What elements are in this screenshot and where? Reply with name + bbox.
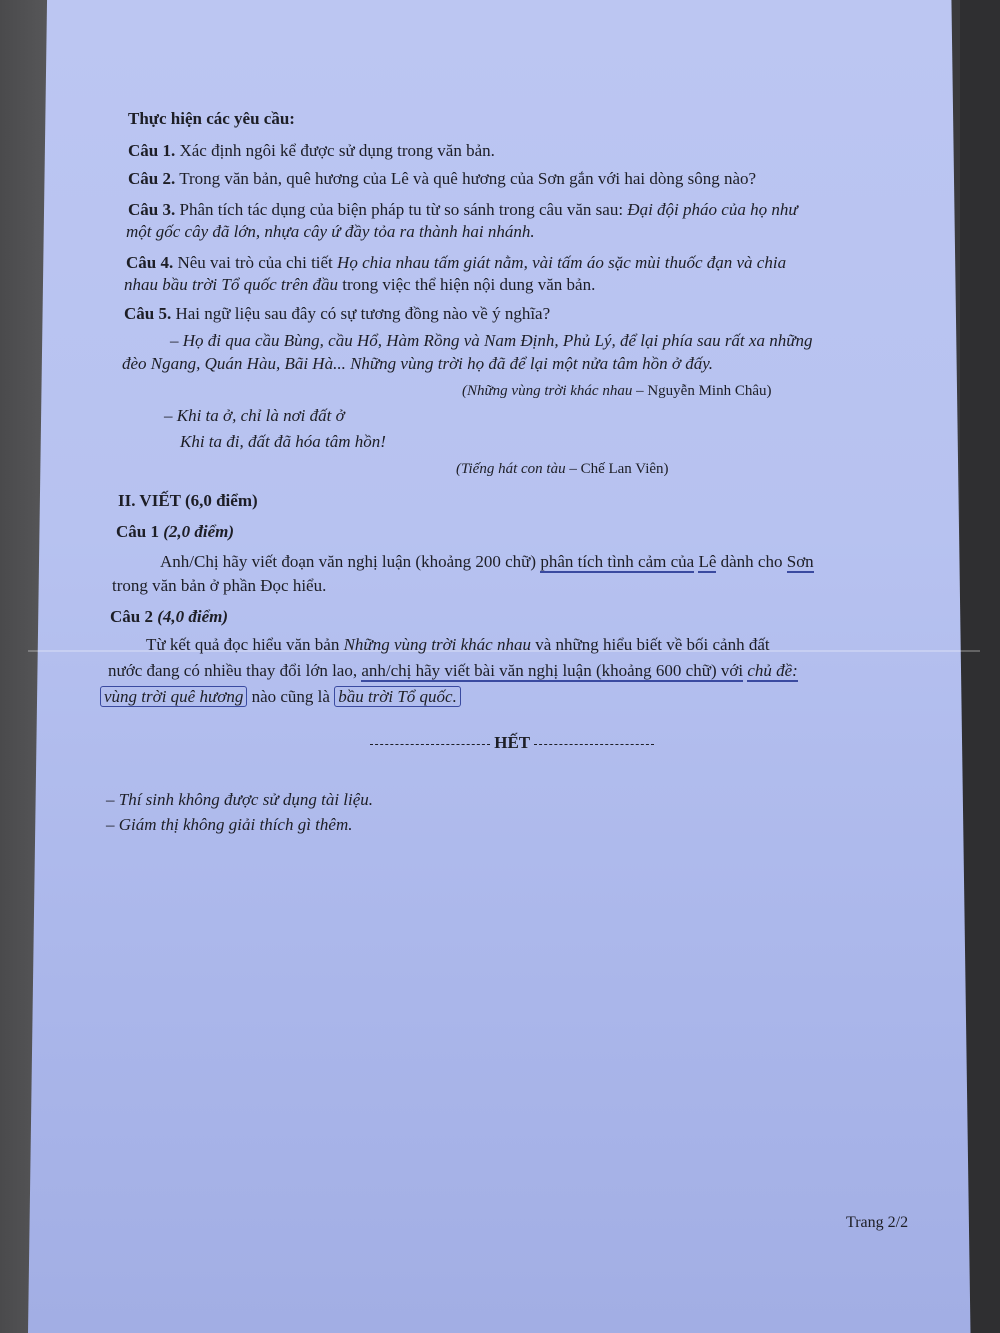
underlined-phrase: phân tích tình cảm của — [540, 552, 695, 571]
question-label: Câu 2. — [128, 169, 176, 188]
excerpt-1-line-1: – Họ đi qua cầu Bùng, cầu Hổ, Hàm Rồng và Nam Định, Phủ Lý, để lại phía sau rất xa những — [170, 331, 813, 350]
writing-question-2-line-3 — [100, 686, 461, 708]
end-mark-text: HẾT — [494, 733, 530, 752]
question-text: và những hiểu biết về bối cảnh đất — [535, 635, 770, 654]
question-text: dành cho — [720, 552, 783, 571]
question-label: Câu 3. — [128, 200, 176, 219]
question-label: Câu 2 — [110, 607, 153, 626]
question-text: Hai ngữ liệu sau đây có sự tương đồng nào về ý nghĩa? — [175, 304, 551, 323]
question-quote-cont: một gốc cây đã lớn, nhựa cây ứ đầy tỏa ra thành hai nhánh. — [126, 222, 535, 241]
note-item: – Thí sinh không được sử dụng tài liệu. — [106, 790, 374, 809]
excerpt-2-line-1: – Khi ta ở, chỉ là nơi đất ở — [164, 406, 345, 425]
question-label: Câu 5. — [124, 304, 172, 323]
question-text-cont: trong việc thể hiện nội dung văn bản. — [342, 275, 596, 294]
writing-question-1-line-2: trong văn bản ở phần Đọc hiểu. — [112, 576, 327, 595]
source-title: (Tiếng hát con tàu – — [456, 461, 577, 477]
excerpt-1-line-2: đèo Ngang, Quán Hàu, Bãi Hà... Những vùng trời họ đã để lại một nửa tâm hồn ở đấy. — [122, 354, 714, 373]
question-text: nào cũng là — [251, 687, 330, 706]
question-text: Xác định ngôi kể được sử dụng trong văn bản. — [179, 141, 495, 160]
writing-question-1-line-1 — [160, 551, 814, 573]
note-item: – Giám thị không giải thích gì thêm. — [106, 815, 353, 834]
source-author: Chế Lan Viên) — [580, 461, 669, 477]
page-number: Trang 2/2 — [846, 1214, 909, 1231]
writing-question-2-line-1 — [146, 634, 770, 656]
source-title: (Những vùng trời khác nhau – — [462, 383, 644, 399]
question-4 — [126, 252, 786, 274]
question-label: Câu 1. — [128, 141, 176, 160]
question-2 — [128, 168, 756, 190]
section-2-heading: II. VIẾT (6,0 điểm) — [118, 491, 258, 510]
end-mark — [370, 732, 654, 754]
underlined-name: Sơn — [786, 552, 814, 571]
underlined-name: Lê — [698, 552, 717, 571]
question-points: (4,0 điểm) — [157, 607, 229, 626]
work-title: Những vùng trời khác nhau — [343, 635, 531, 654]
question-points: (2,0 điểm) — [163, 522, 235, 541]
source-author: Nguyễn Minh Châu) — [647, 383, 772, 399]
underlined-phrase: anh/chị hãy viết bài văn nghị luận (khoảng 600 chữ) với — [361, 661, 744, 680]
underlined-topic-label: chủ đề: — [747, 661, 798, 680]
question-label: Câu 1 — [116, 522, 159, 541]
writing-question-2-line-2 — [108, 660, 798, 682]
tasks-heading: Thực hiện các yêu cầu: — [128, 109, 295, 128]
dashed-rule — [534, 744, 654, 745]
question-text: nước đang có nhiều thay đổi lớn lao, — [108, 661, 358, 680]
question-text: Anh/Chị hãy viết đoạn văn nghị luận (khoảng 200 chữ) — [160, 552, 537, 571]
question-text: Từ kết quả đọc hiểu văn bản — [146, 635, 340, 654]
dashed-rule — [370, 744, 490, 745]
question-1 — [128, 140, 495, 162]
question-quote-cont: nhau bầu trời Tổ quốc trên đầu — [124, 275, 339, 294]
question-3 — [128, 199, 798, 221]
question-text: Nêu vai trò của chi tiết — [177, 253, 333, 272]
excerpt-2-source — [456, 458, 669, 480]
question-label: Câu 4. — [126, 253, 174, 272]
boxed-phrase: vùng trời quê hương — [100, 686, 247, 707]
excerpt-1-source — [462, 380, 772, 402]
question-5 — [124, 303, 550, 325]
boxed-phrase: bầu trời Tổ quốc. — [334, 686, 461, 707]
question-text: Trong văn bản, quê hương của Lê và quê hương của Sơn gắn với hai dòng sông nào? — [179, 169, 757, 188]
excerpt-2-line-2: Khi ta đi, đất đã hóa tâm hồn! — [180, 432, 386, 451]
question-quote: Họ chia nhau tấm giát nằm, vài tấm áo sặc mùi thuốc đạn và chia — [337, 253, 787, 272]
writing-question-2-heading — [110, 606, 228, 628]
question-4-cont — [124, 274, 595, 296]
question-quote: Đại đội pháo của họ như — [627, 200, 798, 219]
writing-question-1-heading — [116, 521, 234, 543]
question-text: Phân tích tác dụng của biện pháp tu từ so sánh trong câu văn sau: — [179, 200, 624, 219]
